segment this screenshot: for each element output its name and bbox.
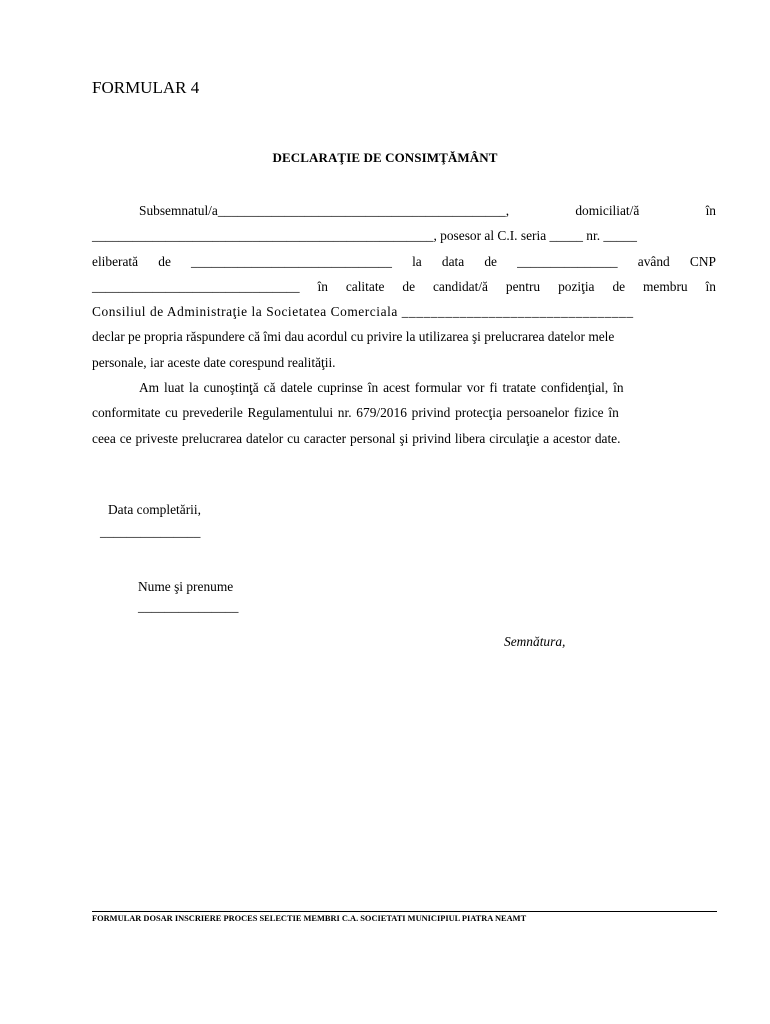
text-word: _______________________________ — [92, 278, 300, 294]
date-label: Data completării, — [108, 502, 201, 517]
signature-label: Semnătura, — [504, 634, 566, 649]
text-word: candidat/ă — [432, 278, 488, 294]
text-word: domiciliat/ă — [575, 203, 640, 218]
text-line-8 — [92, 375, 716, 400]
text-word: poziţia — [558, 278, 595, 294]
text-line-9 — [92, 400, 716, 425]
date-field[interactable]: _______________ — [100, 524, 201, 539]
text-line-5 — [92, 299, 716, 324]
form-number: FORMULAR 4 — [92, 78, 200, 97]
text-word: ______________________________ — [191, 253, 392, 269]
text-word: data — [441, 253, 465, 269]
text-line-10 — [92, 426, 716, 451]
text-line-4 — [92, 274, 716, 299]
text-segment: conformitate cu prevederile Regulamentului nr. 679/2016 privind protecţia persoanelor fizice în — [92, 405, 619, 421]
text-word: în — [317, 278, 328, 294]
text-word: având — [637, 253, 670, 269]
text-word: de — [612, 278, 626, 294]
text-segment: Consiliul de Administraţie la Societatea Comerciala ________________________________ — [92, 304, 634, 320]
text-segment: ___________________________________________________, posesor al C.I. seria _____ nr. _____ — [92, 228, 637, 244]
text-segment: declar pe propria răspundere că îmi dau acordul cu privire la utilizarea şi prelucrarea datelor mele — [92, 329, 615, 345]
text-segment: ceea ce priveste prelucrarea datelor cu caracter personal şi privind libera circulaţie a acestor date. — [92, 430, 621, 446]
text-word: la — [412, 253, 422, 269]
text-word: în — [705, 278, 716, 294]
name-label: Nume şi prenume — [138, 579, 234, 594]
text-word: CNP — [689, 253, 716, 269]
footer-text: FORMULAR DOSAR INSCRIERE PROCES SELECTIE MEMBRI C.A. SOCIETATI MUNICIPIUL PIATRA NEAMT — [92, 914, 527, 923]
text-word: _______________ — [517, 253, 618, 269]
text-line-2 — [92, 223, 716, 248]
document-title: DECLARAŢIE DE CONSIMŢĂMÂNT — [272, 150, 498, 165]
text-word: calitate — [345, 278, 385, 294]
text-word: în — [705, 203, 716, 218]
text-word: membru — [643, 278, 688, 294]
text-word: Subsemnatul/a___________________________________________, — [139, 203, 510, 218]
text-segment: Am luat la cunoştinţă că datele cuprinse în acest formular vor fi tratate confidenţial, în — [139, 380, 624, 396]
declaration-body — [92, 198, 716, 451]
name-field[interactable]: _______________ — [138, 599, 239, 614]
text-line-1 — [92, 198, 716, 223]
footer-divider — [92, 911, 717, 912]
text-word: de — [158, 253, 171, 269]
text-line-3 — [92, 249, 716, 274]
text-word: pentru — [505, 278, 541, 294]
text-line-7 — [92, 350, 716, 375]
text-segment: personale, iar aceste date corespund realităţii. — [92, 354, 336, 370]
text-word: de — [402, 278, 416, 294]
text-word: de — [484, 253, 497, 269]
text-word: eliberată — [92, 253, 139, 269]
text-line-6 — [92, 324, 716, 349]
